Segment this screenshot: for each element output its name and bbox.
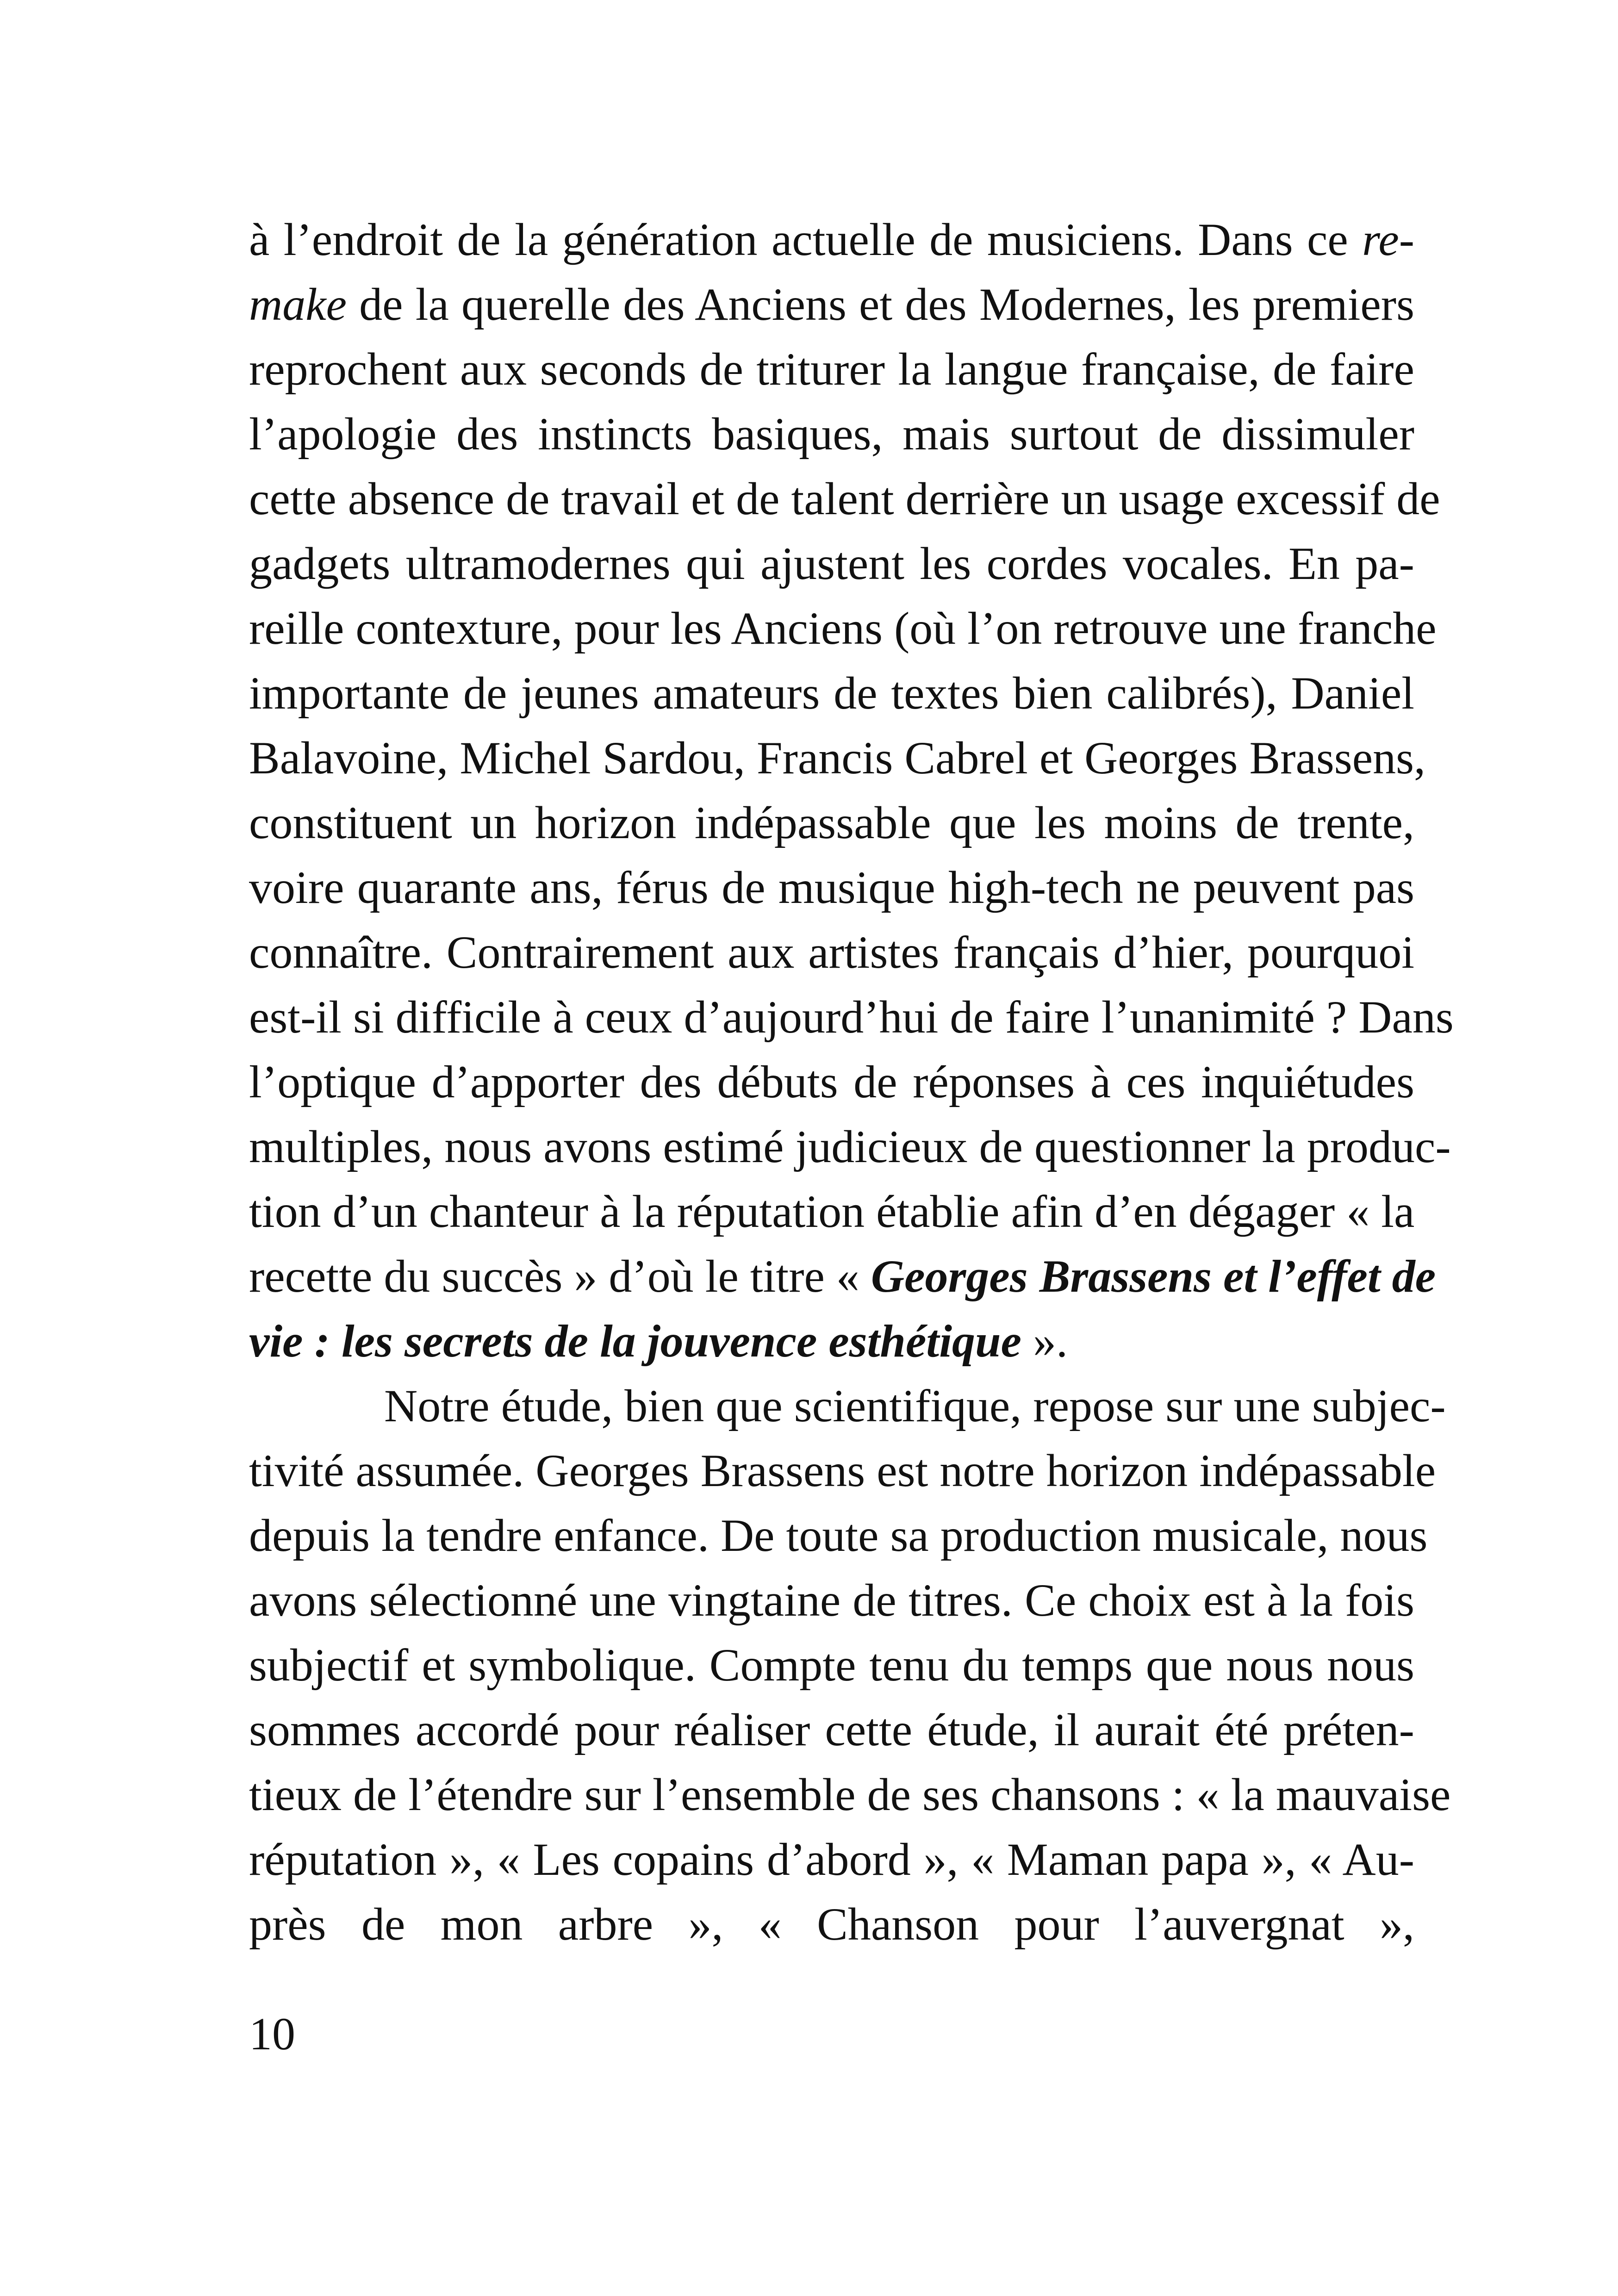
text-line [249,1698,1414,1762]
text-run: ». [1021,1315,1068,1367]
text-run: reprochent aux seconds de triturer la langue française, de faire [249,343,1414,395]
text-run: Notre étude, bien que scientifique, repose sur une subjec- [384,1380,1446,1431]
text-run: depuis la tendre enfance. De toute sa production musicale, nous [249,1510,1428,1561]
text-run: multiples, nous avons estimé judicieux de questionner la produc- [249,1121,1451,1172]
title-emphasis-run: vie : les secrets de la jouvence esthétique [249,1315,1021,1367]
text-run: voire quarante ans, férus de musique high-tech ne peuvent pas [249,862,1414,913]
text-run: à l’endroit de la génération actuelle de musiciens. Dans ce [249,214,1363,265]
text-line [249,402,1414,467]
text-line [249,1892,1414,1957]
text-line [249,1827,1414,1892]
italic-text-run: make [249,279,347,330]
text-line [249,985,1454,1050]
text-run: cette absence de travail et de talent derrière un usage excessif de [249,473,1440,524]
text-line [249,920,1414,985]
text-line [249,855,1414,920]
title-emphasis-run: Georges Brassens et l’effet de [871,1251,1436,1302]
text-line [249,272,1414,337]
text-line [249,1050,1414,1114]
text-run: gadgets ultramodernes qui ajustent les cordes vocales. En pa- [249,538,1414,589]
body-text [249,207,1454,1957]
text-line [249,1114,1451,1179]
text-line [249,726,1425,790]
text-line [249,1633,1414,1698]
text-line [249,337,1414,402]
text-run: réputation », « Les copains d’abord », « Maman papa », « Au- [249,1834,1414,1885]
text-line [249,1568,1414,1633]
page-number: 10 [249,2008,295,2060]
text-run: est-il si difficile à ceux d’aujourd’hui de faire l’unanimité ? Dans [249,991,1454,1043]
text-line [249,1309,1414,1374]
text-run: Balavoine, Michel Sardou, Francis Cabrel et Georges Brassens, [249,732,1425,784]
text-line [249,1179,1414,1244]
text-run: près de mon arbre », « Chanson pour l’auvergnat », [249,1898,1414,1950]
italic-text-run: re- [1362,214,1414,265]
text-run: l’apologie des instincts basiques, mais surtout de dissimuler [249,408,1414,460]
text-line [249,1438,1436,1503]
text-run: tieux de l’étendre sur l’ensemble de ses chansons : « la mauvaise [249,1769,1451,1820]
text-run: recette du succès » d’où le titre « [249,1251,871,1302]
text-line [249,1374,1446,1438]
text-run: constituent un horizon indépassable que les moins de trente, [249,797,1414,848]
text-run: tivité assumée. Georges Brassens est notre horizon indépassable [249,1445,1436,1496]
text-line [249,790,1414,855]
text-line [249,1244,1436,1309]
text-line [249,1503,1428,1568]
text-run: avons sélectionné une vingtaine de titres. Ce choix est à la fois [249,1574,1414,1626]
text-line [249,596,1437,661]
text-line [249,207,1414,272]
text-run: subjectif et symbolique. Compte tenu du temps que nous nous [249,1639,1414,1691]
text-line [249,467,1440,531]
text-run: sommes accordé pour réaliser cette étude, il aurait été préten- [249,1704,1414,1755]
text-run: reille contexture, pour les Anciens (où l’on retrouve une franche [249,603,1437,654]
text-line [249,1762,1451,1827]
text-run: de la querelle des Anciens et des Modernes, les premiers [347,279,1414,330]
text-line [249,531,1414,596]
paragraph [249,207,1454,1374]
text-run: importante de jeunes amateurs de textes bien calibrés), Daniel [249,667,1414,719]
paragraph [249,1374,1451,1957]
text-line [249,661,1414,726]
text-run: connaître. Contrairement aux artistes français d’hier, pourquoi [249,927,1414,978]
text-run: l’optique d’apporter des débuts de réponses à ces inquiétudes [249,1056,1414,1108]
text-run: tion d’un chanteur à la réputation établie afin d’en dégager « la [249,1186,1415,1237]
